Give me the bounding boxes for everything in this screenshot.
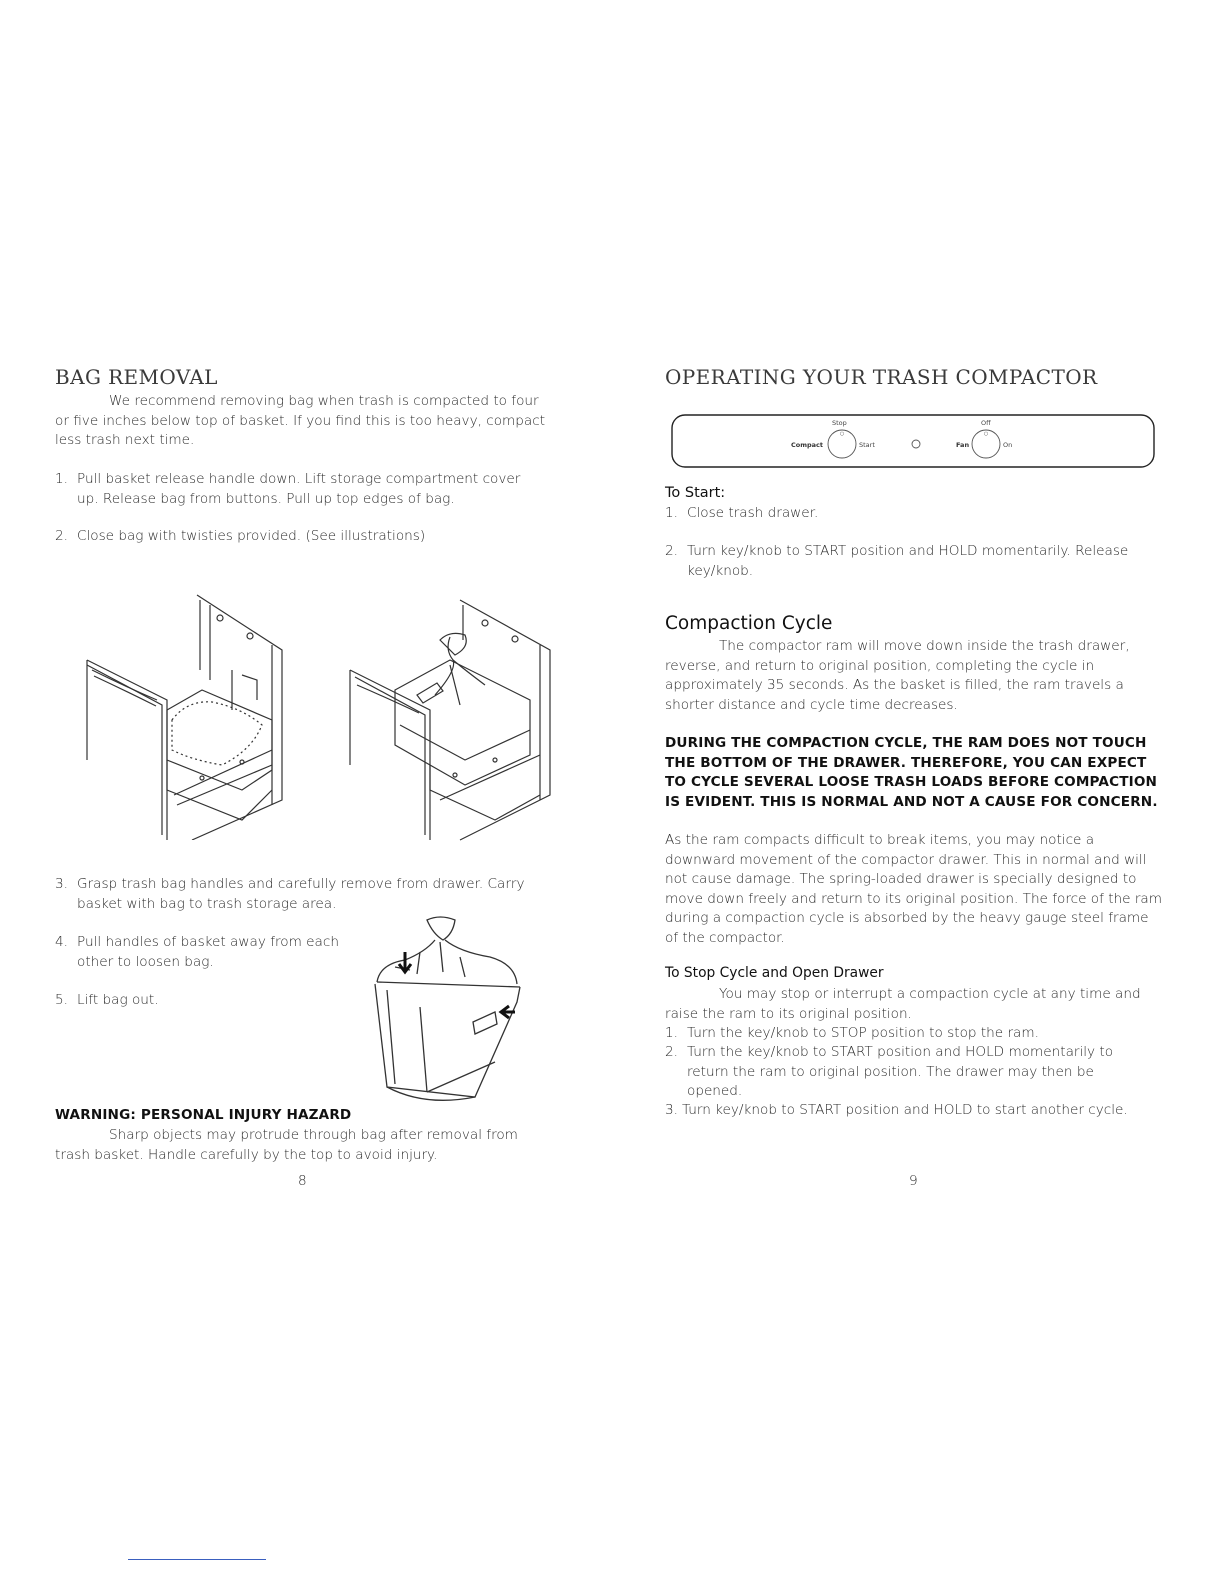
drawer-movement-text: As the ram compacts difficult to break items, you may notice a downward movement of the compactor drawer. This in normal and will not cause damage. The spring-loaded drawer is specially designed to move down freely and return to its original position. The force of the ram during a compaction cycle is absorbed by the heavy gauge steel frame of the compactor.: [665, 832, 1163, 946]
start-label: Start: [859, 441, 875, 449]
step-text: Pull handles of basket away from each other to loosen bag.: [77, 934, 339, 970]
compact-knob-label: Compact: [791, 441, 824, 449]
stop-step-1: [665, 1024, 1155, 1044]
start-step-2: [665, 542, 1155, 581]
basket-with-bag-illustration: [365, 912, 535, 1107]
step-number: 3.: [665, 1102, 678, 1118]
compaction-cycle-heading: Compaction Cycle: [665, 613, 833, 634]
warning-title: WARNING: PERSONAL INJURY HAZARD: [55, 1107, 352, 1123]
step-text: Turn key/knob to START position and HOLD to start another cycle.: [682, 1102, 1128, 1118]
step-number: 4.: [55, 934, 68, 950]
step-number: 5.: [55, 992, 68, 1008]
step-number: 1.: [665, 1025, 678, 1041]
off-label: Off: [981, 419, 991, 427]
to-start-heading: To Start:: [665, 485, 726, 501]
step-number: 2.: [55, 528, 68, 544]
step-number: 1.: [665, 505, 678, 521]
stop-label: Stop: [832, 419, 847, 427]
operating-title: OPERATING YOUR TRASH COMPACTOR: [665, 365, 1098, 389]
compaction-notice: DURING THE COMPACTION CYCLE, THE RAM DOES NOT TOUCH THE BOTTOM OF THE DRAWER. THEREFORE, YOU CAN EXPECT TO CYCLE SEVERAL LOOSE TRASH LOADS BEFORE COMPACTION IS EVIDENT. THIS IS NORMAL AND NOT A CAUSE FOR CONCERN.: [665, 735, 1158, 810]
step-text: Close trash drawer.: [687, 505, 819, 521]
bag-removal-intro: We recommend removing bag when trash is compacted to four or five inches below top of basket. If you find this is too heavy, compact less trash next time.: [55, 393, 546, 448]
stop-cycle-intro: You may stop or interrupt a compaction cycle at any time and raise the ram to its original position.: [665, 986, 1141, 1022]
step-number: 2.: [665, 1044, 678, 1060]
step-text: Turn the key/knob to STOP position to stop the ram.: [687, 1025, 1039, 1041]
bag-removal-title: BAG REMOVAL: [55, 365, 218, 389]
bag-step-3: [55, 875, 545, 914]
compaction-cycle-text: The compactor ram will move down inside the trash drawer, reverse, and return to original position, completing the cycle in approximately 35 seconds. As the basket is filled, the ram travels a shorter distance and cycle time decreases.: [665, 638, 1130, 713]
open-drawer-illustration: [82, 590, 292, 840]
step-text: Lift bag out.: [77, 992, 159, 1008]
stop-step-2: [665, 1043, 1135, 1102]
step-number: 3.: [55, 876, 68, 892]
bag-step-5: [55, 991, 355, 1011]
bag-step-2: [55, 527, 545, 547]
svg-text:○: ○: [839, 431, 845, 437]
svg-text:○: ○: [983, 431, 989, 437]
page-number-right: 9: [909, 1173, 918, 1189]
bag-step-4: [55, 933, 355, 972]
on-label: On: [1003, 441, 1013, 449]
step-text: Pull basket release handle down. Lift storage compartment cover up. Release bag from buttons. Pull up top edges of bag.: [77, 471, 521, 507]
bag-step-1: [55, 470, 545, 509]
step-text: Grasp trash bag handles and carefully remove from drawer. Carry basket with bag to trash storage area.: [77, 876, 525, 912]
start-step-1: [665, 504, 1155, 524]
footnote-rule: [128, 1559, 266, 1560]
warning-text: Sharp objects may protrude through bag after removal from trash basket. Handle carefully by the top to avoid injury.: [55, 1127, 518, 1163]
step-number: 2.: [665, 543, 678, 559]
stop-step-3: [665, 1101, 1160, 1121]
step-text: Turn the key/knob to START position and HOLD momentarily to return the ram to original position. The drawer may then be opened.: [687, 1044, 1114, 1099]
tied-bag-drawer-illustration: [345, 595, 555, 845]
step-text: Close bag with twisties provided. (See illustrations): [77, 528, 426, 544]
step-number: 1.: [55, 471, 68, 487]
stop-cycle-heading: To Stop Cycle and Open Drawer: [665, 965, 884, 981]
page-number-left: 8: [298, 1173, 307, 1189]
control-panel: [671, 414, 1155, 486]
step-text: Turn key/knob to START position and HOLD momentarily. Release key/knob.: [687, 543, 1129, 579]
fan-knob-label: Fan: [956, 441, 970, 449]
